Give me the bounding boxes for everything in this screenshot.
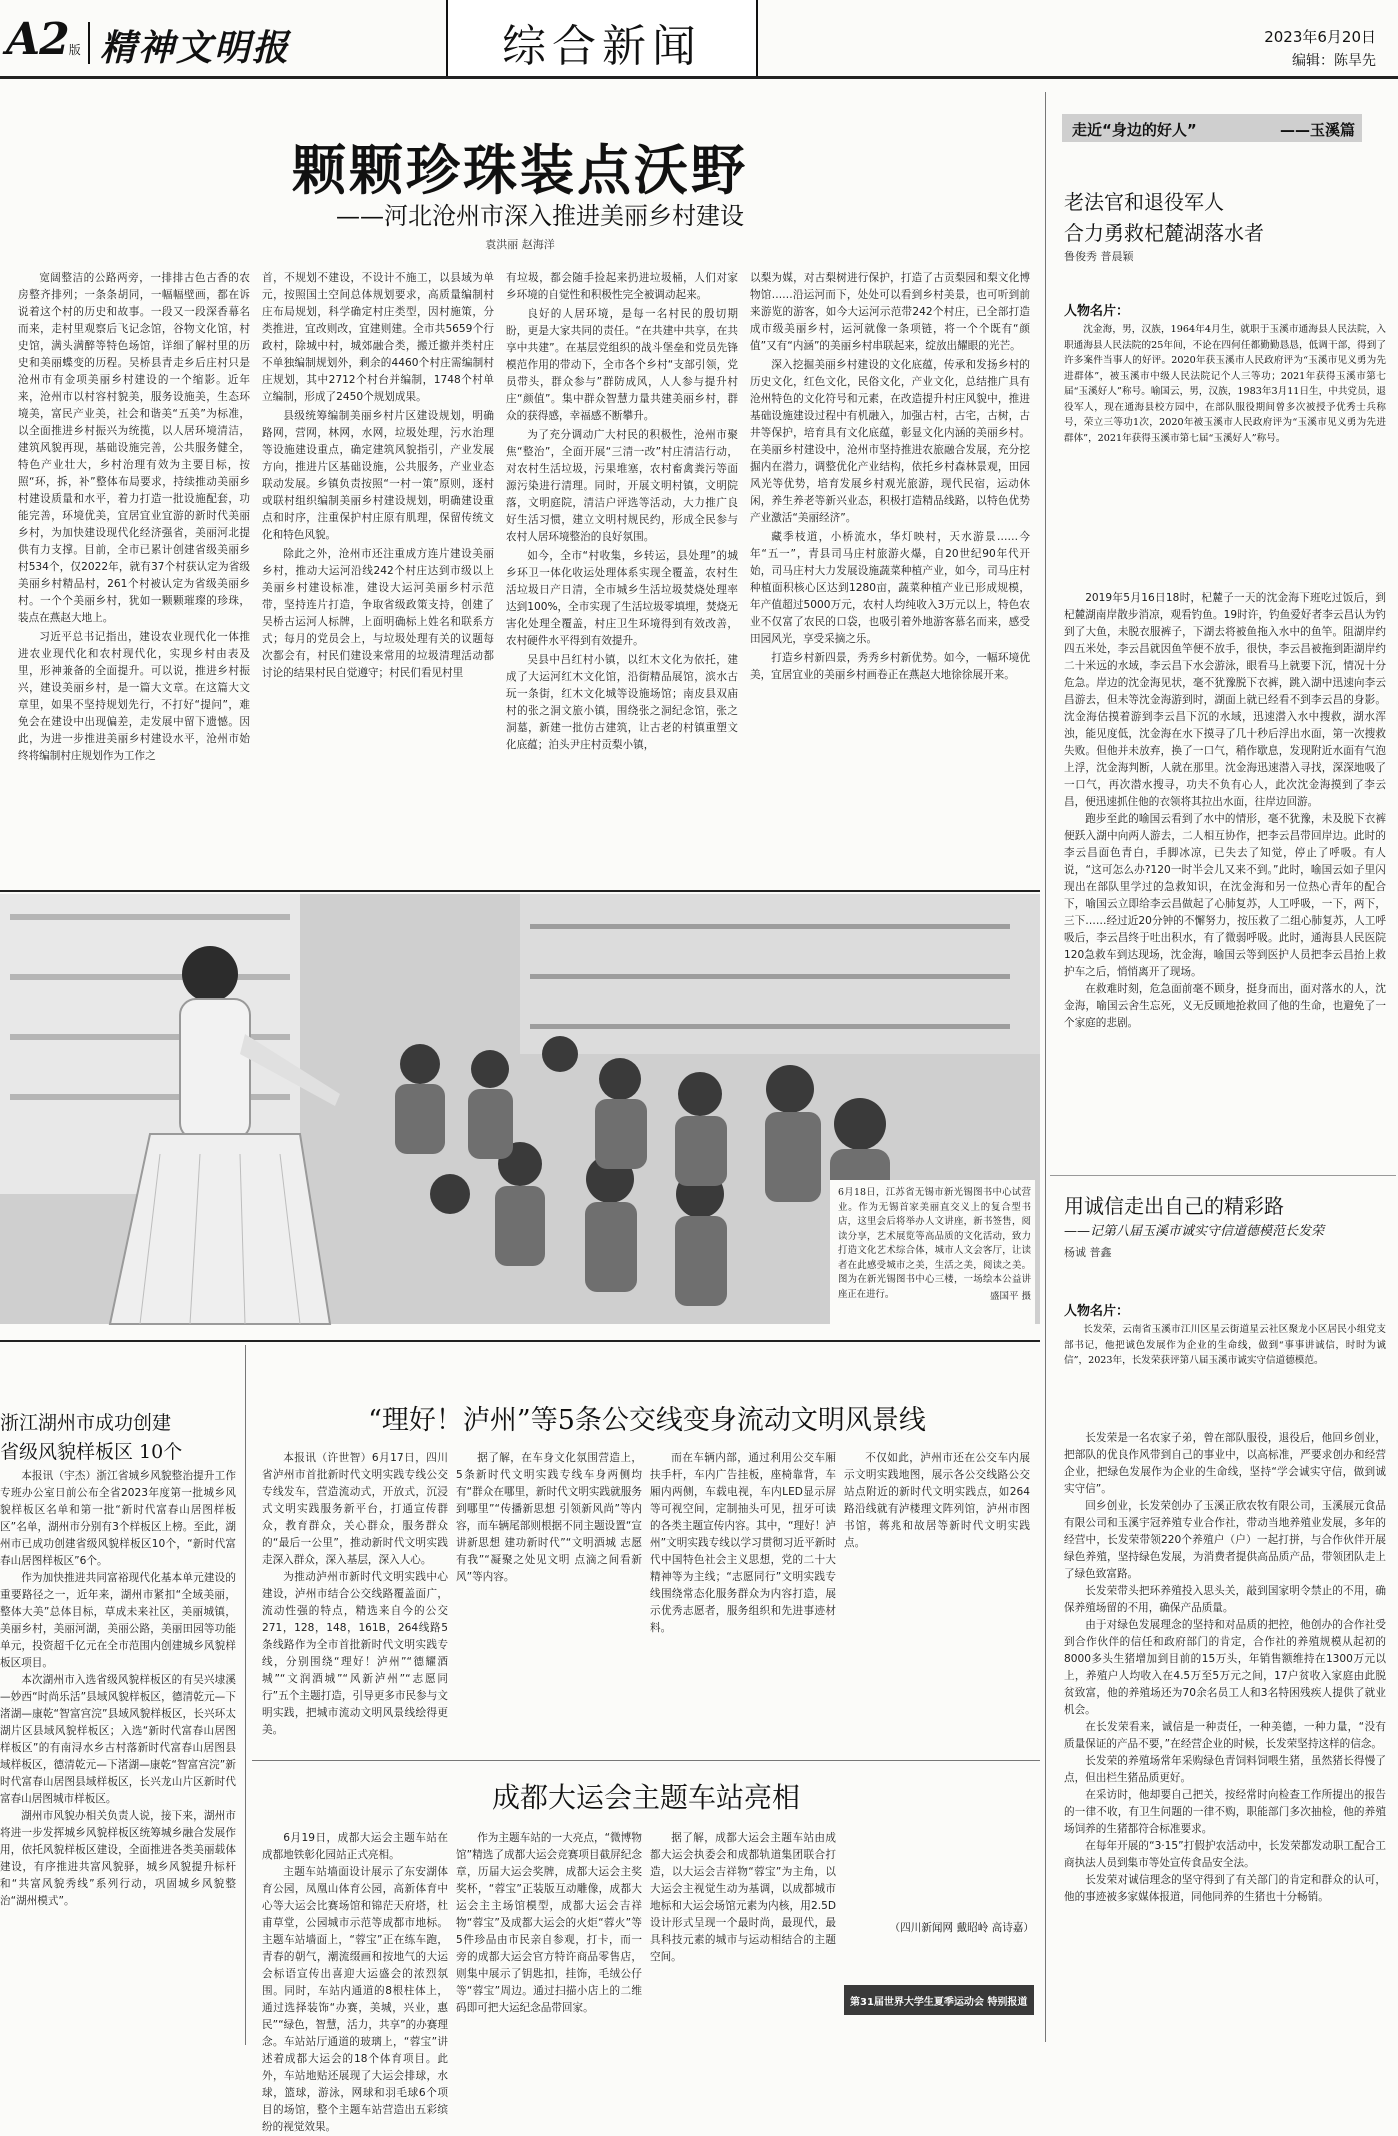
photo-caption <box>830 1180 1035 1340</box>
story1-title-line-1: 老法官和退役军人 <box>1064 190 1224 214</box>
chengdu-paragraph: 主题车站墙面设计展示了东安湖体育公园，凤凰山体育公园，高新体育中心等大运会比赛场馆和锦茫天府塔，杜甫草堂，公园城市示范等成都市地标。主题车站墙面上，“蓉宝”正在练车跑，青春的朝气，潮流缀画和按地气的大运会标语宣传出喜迎大运盛会的浓烈氛围。同时，车站内通道的8根柱体上，通过选择装饰“办赛，美城，兴业，惠民”“绿色，智慧，活力，共享”的办赛理念。车站站厅通道的玻璃上，“蓉宝”讲述着成都大运会的18个体育项目。此外，车站地贴还展现了大运会排球，水球，篮球，游泳，网球和羽毛球6个项目的场馆，整个主题车站营造出五彩缤纷的视觉效果。 <box>262 1866 448 2133</box>
lead-paragraph: 如今，全市“村收集，乡转运，县处理”的城乡环卫一体化收运处理体系实现全覆盖，农村生活垃圾日产日清，全市城乡生活垃圾焚烧处理率达到100%，全市实现了生活垃圾零填埋，焚烧无害化处理全覆盖，村庄卫生环境得到有效改善，农村硬件水平得到有效提升。 <box>506 550 738 647</box>
luzhou-column-4 <box>844 1450 1030 1742</box>
lead-paragraph: 首，不规划不建设，不设计不施工，以县域为单元，按照国土空间总体规划要求，高质量编制村庄布局规划，科学确定村庄类型，因村施策，分类推进，宜改则改，宜建则建。全市共5659个行政村，除城中村，城郊融合类，搬迁撤并类村庄不单独编制规划外，剩余的4460个村庄需编制村庄规划，其中2712个村台并编制，1748个村单立编制，形成了2450个规划成果。 <box>262 272 494 403</box>
story1-paragraph: 在救难时刻，危急面前毫不顾身，挺身而出，面对落水的人，沈金海，喻国云舍生忘死，义无反顾地抢救回了他的生命，也避免了一个家庭的悲剧。 <box>1064 983 1386 1029</box>
luzhou-title: “理好！泸州”等5条公交线变身流动文明风景线 <box>368 1405 926 1436</box>
story1-body <box>1064 590 1386 1160</box>
story2-paragraph: 长发荣是一名农家子弟，曾在部队服役，退役后，他回乡创业，把部队的优良作风带到自己的事业中，以高标准，严要求创办和经营企业，把绿色发展作为企业的生命线，坚持“学会诚实守信，做到诚实守信”。 <box>1064 1432 1386 1495</box>
lead-column-4 <box>750 270 1030 850</box>
page-number <box>6 14 80 65</box>
masthead-rule <box>0 76 1398 79</box>
section-title: 综合新闻 <box>502 21 702 72</box>
luzhou-bottom-rule <box>252 1760 1040 1761</box>
luzhou-column-1 <box>262 1450 448 1742</box>
luzhou-paragraph: 据了解，在车身文化氛围营造上，5条新时代文明实践专线车身两侧均有“群众在哪里，新时代文明实践就服务到哪里”“传播新思想 引领新风尚”等内容，而车辆尾部则根据不同主题设置“宣讲新思想 建功新时代”“文明酒城 志愿有我”“凝聚之处见文明 点滴之间看新风”等内容。 <box>456 1452 642 1583</box>
masthead <box>0 0 1398 90</box>
lead-paragraph: 藏季枝道，小桥流水，华灯映村，天水游景……今年“五一”，青县司马庄村旅游火爆，自20世纪90年代开始，司马庄村大力发展设施蔬菜种植产业，如今，司马庄村种植面积核心区达到1280亩，蔬菜种植产业已形成规模，年产值超过5000万元，农村人均纯收入3万元以上，特色农业不仅富了农民的口袋，也吸引着外地游客慕名而来，感受田园风光，享受采摘之乐。 <box>750 531 1030 645</box>
luzhou-column-2 <box>456 1450 642 1742</box>
masthead-divider <box>88 22 90 64</box>
story2-paragraph: 长发荣带头把环养殖投入思头关，敲到国家明令禁止的不用，确保养殖场留的不用，确保产品质量。 <box>1064 1585 1386 1614</box>
story2-title: 用诚信走出自己的精彩路 <box>1064 1194 1284 1218</box>
lead-paragraph: 以梨为媒，对古梨树进行保护，打造了古贡梨园和梨文化博物馆……沿运河而下，处处可以看到乡村美景，也可听到前来游览的游客，如今大运河示范带242个村庄，已全部打造成市级美丽乡村，运河就像一条项链，将一个个既有“颜值”又有“内涵”的美丽乡村串联起来，绽放出耀眼的光芒。 <box>750 272 1030 352</box>
lead-paragraph: 为了充分调动广大村民的积极性，沧州市聚焦“整治”，全面开展“三清一改”村庄清洁行动，对农村生活垃圾，污果堆塞，农村畜禽粪污等面源污染进行清理。同时，开展文明村镇，文明院落，文明庭院，清洁户评选等活动，大力推广良好生活习惯，建立文明村规民约，形成全民参与农村人居环境整治的良好氛围。 <box>506 429 738 543</box>
huzhou-body <box>0 1468 236 2033</box>
story2-paragraph: 长发荣对诚信理念的坚守得到了有关部门的肯定和群众的认可，他的事迹被多家媒体报道，同他同养的生猪也十分畅销。 <box>1064 1874 1386 1903</box>
lead-subtitle: ——河北沧州市深入推进美丽乡村建设 <box>336 202 744 230</box>
lead-bottom-rule <box>0 890 1040 892</box>
story2-byline: 杨诚 普鑫 <box>1064 1246 1112 1259</box>
lead-paragraph: 打造乡村新四景，秀秀乡村新优势。如今，一幅环境优美，宜居宜业的美丽乡村画卷正在燕赵大地徐徐展开来。 <box>750 652 1030 681</box>
luzhou-column-3 <box>650 1450 836 1742</box>
huzhou-title <box>0 1408 232 1464</box>
story2-profile: 长发荣，云南省玉溪市江川区星云街道星云社区聚龙小区居民小组党支部书记，他把诚色发展作为企业的生命线，做到“事事讲诚信，时时为诚信”，2023年，长发荣获评第八届玉溪市诚实守信道德模范。 <box>1064 1324 1386 1366</box>
lead-column-2 <box>262 270 494 850</box>
story1-paragraph: 跑步至此的喻国云看到了水中的情形，毫不犹豫，未及脱下衣裤便跃入湖中向两人游去，二人相互协作，把李云昌带回岸边。此时的李云昌面色青白，手脚冰凉，已失去了知觉，停止了呼吸。有人说，“这可怎么办?120一时半会儿又来不到。”此时，喻国云如子里闪现出在部队里学过的急救知识，在沈金海和另一位热心青年的配合下，喻国云立即给李云昌做起了心肺复苏，人工呼吸，一下，两下，三下……经过近20分钟的不懈努力，按压救了二组心肺复苏，人工呼吸后，李云昌终于吐出积水，有了微弱呼吸。此时，通海县人民医院120急救车到达现场，沈金海，喻国云等到医护人员把李云昌抬上救护车之后，悄悄离开了现场。 <box>1064 813 1386 978</box>
story1-title <box>1064 186 1384 246</box>
story2-paragraph: 长发荣的养殖场常年采购绿色青饲料饲喂生猪，虽然猪长得慢了点，但出栏生猪品质更好。 <box>1064 1755 1386 1784</box>
story1-profile-label: 人物名片： <box>1064 304 1130 319</box>
lead-paragraph: 有垃圾，都会随手捡起来扔进垃圾桶，人们对家乡环境的自觉性和积极性完全被调动起来。 <box>506 272 738 301</box>
paper-name: 精神文明报 <box>100 27 291 69</box>
section-box <box>446 0 758 78</box>
sidebar-divider <box>1045 92 1046 2042</box>
chengdu-column-3 <box>650 1830 836 2040</box>
story2-paragraph: 在每年开展的“3·15”打假护农活动中，长发荣都发动职工配合工商执法人员到集市等处宣传食品安全法。 <box>1064 1840 1386 1869</box>
photo-credit: 盛国平 摄 <box>989 1291 1031 1302</box>
huzhou-divider <box>245 1345 246 2045</box>
lead-paragraph: 良好的人居环境，是每一名村民的殷切期盼，更是大家共同的责任。“在共建中共享，在共享中共建”。在基层党组织的战斗堡垒和党员先锋模范作用的带动下，全市各个乡村“支部引领，党员带头，群众参与”群防成风，人人参与提升村庄“颜值”。集中群众智慧力量共建美丽乡村，群众的获得感，幸福感不断攀升。 <box>506 308 738 422</box>
story2-subtitle: ——记第八届玉溪市诚实守信道德模范长发荣 <box>1064 1224 1325 1239</box>
story2-paragraph: 回乡创业，长发荣创办了玉溪正欣农牧有限公司，玉溪展元食品有限公司和玉溪宇冠养殖专业合作社，带动当地养殖业发展，多年的经营中，长发荣带领220个养殖户（户）一起打拼，与合作伙伴开展绿色养殖，坚持绿色发展，为消费者提供高品质产品，带领团队走上了绿色致富路。 <box>1064 1500 1386 1580</box>
lead-paragraph: 县级统筹编制美丽乡村片区建设规划，明确路网，营网，林网，水网，垃圾处理，污水治理等设施建设重点，确定建筑风貌指引，产业发展方向，推进片区基础设施，公共服务，产业业态联动发展。乡镇负责按照“一村一策”原则，逐村或联村组织编制美丽乡村建设规划，明确建设重点和时序，注重保护村庄原有肌理，保留传统文化和特色风貌。 <box>262 410 494 541</box>
lead-byline: 袁洪丽 赵海洋 <box>485 238 555 251</box>
huzhou-paragraph: 作为加快推进共同富裕现代化基本单元建设的重要路径之一，近年来，湖州市紧扣“全域美丽，整体大美”总体目标，草成未来社区，美丽城镇，美丽乡村，美丽河湖，美丽公路，美丽田园等功能单元，投资超千亿元在全市范围内创建城乡风貌样板区项目。 <box>0 1572 236 1669</box>
huzhou-paragraph: 湖州市风貌办相关负责人说，接下来，湖州市将进一步发挥城乡风貌样板区统筹城乡融合发展作用，依托风貌样板区建设，全面推进各类美丽载体建设，有序推进共富风貌驿，城乡风貌提升标杆和“共富风貌秀线”系列行动，巩固城乡风貌整治“湖州模式”。 <box>0 1810 236 1907</box>
story2-paragraph: 在长发荣看来，诚信是一种责任，一种美德，一种力量，“没有质量保证的产品不要，”在经营企业的时候，长发荣坚持这样的信念。 <box>1064 1721 1386 1750</box>
story2-profile-label: 人物名片： <box>1064 1304 1130 1319</box>
chengdu-credit: （四川新闻网 戴昭岭 高诗嘉） <box>889 1922 1034 1934</box>
sidebar-banner <box>1062 114 1384 142</box>
lead-paragraph: 宽阔整洁的公路两旁，一排排古色古香的农房整齐排列；一条条胡同，一幅幅壁画，都在诉说着这个村的历史和故事。一段又一段深香幕名而来，走村里观察后飞记念馆，谷物文化馆，村史馆，满头满醉等特色场馆，详细了解村里的历史和美丽蝶变的历程。吴桥县青走乡后庄村只是沧州市有金项美丽乡村建设的一个缩影。近年来，沧州市以村容村貌美，服务设施美，生态环境美，富民产业美，社会和谐美“五美”为标准，以全面推进乡村振兴为统揽，以人居环境清洁，建筑风貌再现，基础设施完善，公共服务健全，特色产业壮大，乡村治理有效为主要目标，按照“环，拆，补”整体布局要求，持续推动美丽乡村建设质量和水平，着力打造一批设施配套，功能完善，环境优美，宜居宜业宜游的新时代美丽乡村，为加快建设现代化经济强省，美丽河北提供有力支撑。目前，全市已累计创建省级美丽乡村534个，仅2022年，就有37个村获认定为省级美丽乡村精品村，261个村被认定为省级美丽乡村。一个个美丽乡村，犹如一颗颗璀璨的珍珠，装点在燕赵大地上。 <box>18 272 250 624</box>
luzhou-paragraph: 为推动泸州市新时代文明实践中心建设，泸州市结合公交线路覆盖面广，流动性强的特点，精选来自今的公交271，128，148，161B，264线路5条线路作为全市首批新时代文明实践专线，分别围绕“理好！泸州”“德耀酒城”“文润酒城”“风新泸州”“志愿同行”五个主题打造，引导更多市民参与文明实践，把城市流动文明风景线绘得更美。 <box>262 1571 448 1736</box>
univ-banner <box>844 1985 1034 2015</box>
sidebar-banner-title: 走近“身边的好人” <box>1072 121 1197 139</box>
lead-column-3 <box>506 270 738 850</box>
univ-banner-text: 第31届世界大学生夏季运动会 特别报道 <box>850 1997 1028 2008</box>
story2-paragraph: 由于对绿色发展理念的坚持和对品质的把控，他创办的合作社受到合作伙伴的信任和政府部门的肯定，合作社的养殖规模从起初的8000多头生猪增加到目前的15万头，年销售额维持在1300万元以上，养殖户人均收入在4.5万至5万元之间，17户贫收入家庭由此脱贫致富，他的养殖场还为70余名员工人和3名特困残疾人提供了就业机会。 <box>1064 1619 1386 1716</box>
sidebar-banner-suffix: ——玉溪篇 <box>1280 121 1356 139</box>
sidebar-mid-rule <box>1050 1175 1396 1176</box>
lead-column-1 <box>18 270 250 850</box>
lead-paragraph: 习近平总书记指出，建设农业现代化一体推进农业现代化和农村现代化，实现乡村由表及里，形神兼备的全面提升。可以说，推进乡村振兴，建设美丽乡村，是一篇大文章。在这篇大文章里，如果不坚持规划先行，不打好“提问”，难免会在建设中出现偏差，走发展中留下遗憾。因此，为进一步推进美丽乡村建设水平，沧州市始终将编制村庄规划作为工作之 <box>18 631 250 762</box>
photo-bottom-rule <box>0 1340 1040 1342</box>
masthead-date: 2023年6月20日 <box>1264 28 1376 46</box>
chengdu-column-1 <box>262 1830 448 2133</box>
lead-paragraph: 深入挖掘美丽乡村建设的文化底蕴，传承和发扬乡村的历史文化，红色文化，民俗文化，产业文化，总结推广具有沧州特色的文化符号和元素，在改造提升村庄风貌中，推进基础设施建设过程中有机融入，加强古村，古宅，古树，古井等保护，培育具有文化底蕴，彰显文化内涵的美丽乡村。在美丽乡村建设中，沧州市坚持推进农旅融合发展，充分挖掘内在潜力，调整优化产业结构，依托乡村森林景观，田园风光等优势，培育发展乡村观光旅游，现代民宿，运动休闲，养生养老等新兴业态，积极打造精品线路，以特色优势产业激活“美丽经济”。 <box>750 359 1030 524</box>
luzhou-paragraph: 不仅如此，泸州市还在公交车内展示文明实践地图，展示各公交线路公交站点附近的新时代文明实践点，如264路沿线就有泸楼理文阵列馆，泸州市图书馆，蒋兆和故居等新时代文明实践点。 <box>844 1452 1030 1549</box>
page-number-text: A2 <box>6 14 69 65</box>
lead-paragraph: 除此之外，沧州市还注重成方连片建设美丽乡村，推动大运河沿线242个村庄达到市级以上美丽乡村建设标准，建设大运河美丽乡村示范带，坚持连片打造，争取省级政策支持，创建了吴桥古运河人标牌，上面明确标上姓名和联系方式；每月的党员会上，与垃圾处理有关的议题每次都会有，村民们建设来常用的垃圾清理活动都讨论的结果村民自觉遵守；村民们看见村里 <box>262 548 494 679</box>
masthead-editor: 编辑：陈旱先 <box>1292 53 1376 69</box>
photo-caption-text: 6月18日，江苏省无锡市新光锡图书中心试营业。作为无锡首家美丽直交义上的复合型书店，这里会后将举办人文讲座，新书签售，阅读分享，艺术展览等高品质的文化活动，致力打造文化艺术综合体，城市人文会客厅，让读者在此感受城市之美，生活之美，阅读之美。图为在新光锡图书中心三楼，一场绘本公益讲座正在进行。 <box>838 1187 1031 1300</box>
chengdu-paragraph: 据了解，成都大运会主题车站由成都大运会执委会和成都轨道集团联合打造，以大运会吉祥物“蓉宝”为主角，以大运会主视觉生动为基调，以成都城市地标和大运会场馆元素为内核，用2.5D设计形式呈现一个最时尚，最现代，最具科技元素的城市与运动相结合的主题空间。 <box>650 1832 836 1963</box>
story2-paragraph: 在采访时，他却要自己把关，按经常时向检查工作所提出的报告的一律不收，有卫生问题的一律不购，职能部门多次抽检，他的养殖场饲养的生猪都符合标准要求。 <box>1064 1789 1386 1835</box>
luzhou-paragraph: 而在车辆内部，通过利用公交车厢扶手杆，车内广告挂板，座椅靠背，车厢内两侧，车载电视，车内LED显示屏等可视空间，定制抽头可见，扭牙可读的各类主题宣传内容。其中，“理好！泸州”文明实践专线以学习贯彻习近平新时代中国特色社会主义思想，党的二十大精神等为主线；“志愿同行”文明实践专线围绕常态化服务群众为内容打造，展示优秀志愿者，服务组织和先进事迹材料。 <box>650 1452 836 1634</box>
lead-paragraph: 吴县中吕红村小镇，以红木文化为依托，建成了大运河红木文化馆，沿街精品展馆，滨水古玩一条街，红木文化城等设施场馆；南皮县双庙村的张之洞文旅小镇，围绕张之洞纪念馆，张之洞墓，新建一批仿古建筑，让古老的村镇重塑文化底蕴；泊头尹庄村贡梨小镇， <box>506 654 738 751</box>
huzhou-paragraph: 本次湖州市入选省级风貌样板区的有吴兴埭溪—妙西“时尚乐活”县域风貌样板区，德清乾元—下渚湖—康乾“智富宫浣”县域风貌样板区，长兴环太湖片区县域风貌样板区；入选“新时代富春山居图样板区”的有南浔水乡古村落新时代富春山居图县域样板区，德清乾元—下渚湖—康乾“智富宫浣”新时代富春山居图县域样板区，长兴龙山片区新时代富春山居图城市样板区。 <box>0 1674 236 1805</box>
story1-paragraph: 2019年5月16日18时，杞麓子一天的沈金海下班吃过饭后，到杞麓湖南岸散步消凉，观看钓鱼。19时许，钓鱼爱好者李云昌认为钓到了大鱼，未脱衣服裤子，下湖去将被鱼拖入水中的鱼竿。阻湖岸约四五米处，李云昌就因鱼竿便不放手，很快，李云昌被拖到距湖岸约二十米远的水域，李云昌下水会游泳，眼看马上就要下沉，情况十分危急。岸边的沈金海见状，毫不犹豫脱下衣裤，跳入湖中迅速向李云昌游去，但未等沈金海游到时，湖面上就已经看不到李云昌的身影。沈金海估摸着游到李云昌下沉的水域，迅速潜入水中搜救，湖水浑浊，能见度低，沈金海在水下摸寻了几十秒后浮出水面，第一次搜救失败。但他并未放弃，换了一口气，稍作歇息，发现附近水面有气泡上浮，沈金海判断，人就在那里。沈金海迅速潜入寻找，深深地吸了一口气，再次潜水搜寻，功夫不负有心人，此次沈金海摸到了李云昌，便迅速抓住他的衣领将其拉出水面，往岸边回游。 <box>1064 592 1386 808</box>
chengdu-title: 成都大运会主题车站亮相 <box>491 1781 800 1814</box>
page-suffix: 版 <box>68 43 80 57</box>
chengdu-column-2 <box>456 1830 642 2040</box>
huzhou-title-line-1: 浙江湖州市成功创建 <box>0 1412 172 1434</box>
story2-body <box>1064 1430 1386 2035</box>
story1-byline: 鲁俊秀 普晨颖 <box>1064 250 1134 263</box>
huzhou-paragraph: 本报讯（宇杰）浙江省城乡风貌整治提升工作专班办公室日前公布全省2023年度第一批城乡风貌样板区名单和第一批“新时代富春山居图样板区”名单，湖州市分别有3个样板区上榜。至此，湖州市已成功创建省级风貌样板区10个，“新时代富春山居图样板区”6个。 <box>0 1470 236 1567</box>
story1-title-line-2: 合力勇救杞麓湖落水者 <box>1064 221 1264 245</box>
story1-profile: 沈金海，男，汉族，1964年4月生，就职于玉溪市通海县人民法院，入职通海县人民法院的25年间，不论在四何任都勤勤恳恳，低调干部，得到了许多案件当事人的好评。2020年获玉溪市人民政府评为“玉溪市见义勇为先进群体”，被玉溪市中级人民法院记个人三等功；2021年获得玉溪市第七届“玉溪好人”称号。喻国云，男，汉族，1983年3月11日生，中共党员，退役军人，现在通海县校方园中，在部队服役期间曾多次被授予优秀士兵称号，荣立三等功1次，2020年被玉溪市人民政府评为“玉溪市见义勇为先进群体”，2021年获得玉溪市第七届“玉溪好人”称号。 <box>1064 324 1386 444</box>
chengdu-paragraph: 作为主题车站的一大亮点，“微博物馆”精选了成都大运会竞赛项目截屏纪念章，历届大运会奖牌，成都大运会主奖奖杯，“蓉宝”正装版互动雕像，成都大运会主主场馆模型，成都大运会吉祥物“蓉宝”及成都大运会的火炬“蓉火”等5件珍品由市民亲自参观，打卡，而一旁的成都大运会官方特许商品零售店，则集中展示了钥匙扣，挂饰，毛绒公仔等“蓉宝”周边。通过扫描小店上的二维码即可把大运纪念品带回家。 <box>456 1832 642 2014</box>
luzhou-paragraph: 本报讯（许世智）6月17日，四川省泸州市首批新时代文明实践专线公交专线发车，营造流动式，开放式，沉浸式文明实践服务新平台，打通宣传群众，教育群众，关心群众，服务群众的“最后一公里”，推动新时代文明实践走深入群众，深入基层，深入人心。 <box>262 1452 448 1566</box>
chengdu-paragraph: 6月19日，成都大运会主题车站在成都地铁彰化园站正式亮相。 <box>262 1832 448 1861</box>
huzhou-title-line-2: 省级风貌样板区 10个 <box>0 1441 183 1463</box>
lead-title: 颗颗珍珠装点沃野 <box>292 138 748 202</box>
